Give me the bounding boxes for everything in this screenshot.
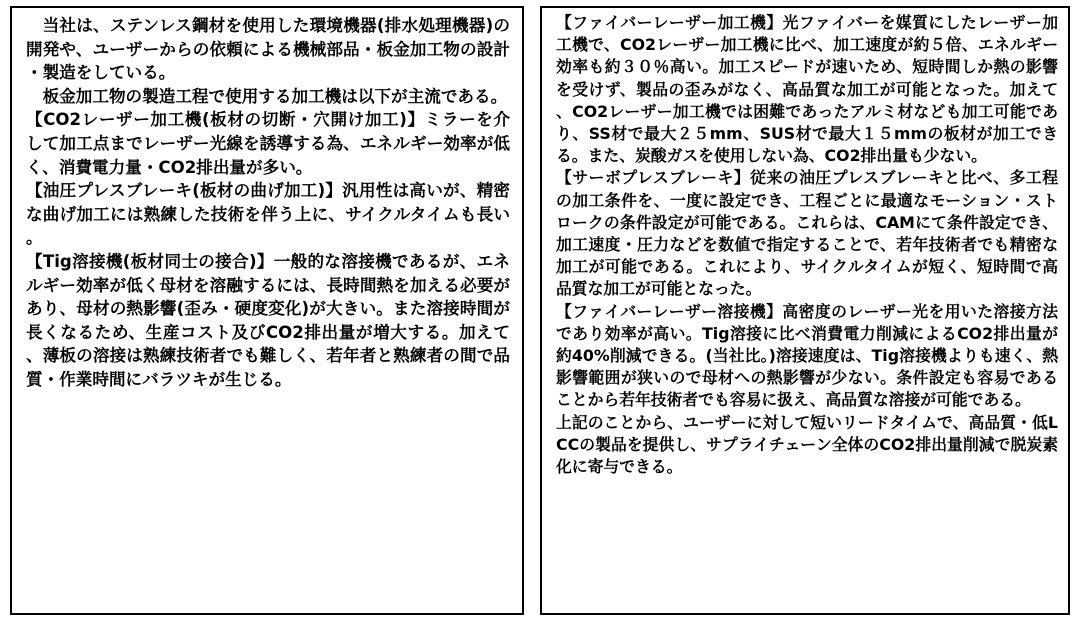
tig-welder-paragraph: 【Tig溶接機(板材同士の接合)】一般的な溶接機であるが、エネルギー効率が低く母材を溶融するには、長時間熱を加える必要があり、母材の熱影響(歪み・硬度変化)が大きい。また溶接時間が長くなるため、生産コスト及びCO2排出量が増大する。加えて、薄板の溶接は熟練技術者でも難しく、若年者と熟練者の間で品質・作業時間にバラツキが生じる。	[26, 251, 510, 389]
right-text-panel	[540, 6, 1070, 615]
co2-laser-paragraph: 【CO2レーザー加工機(板材の切断・穴開け加工)】ミラーを介して加工点までレーザー光線を誘導する為、エネルギー効率が低く、消費電力量・CO2排出量が多い。	[26, 110, 510, 177]
conclusion-paragraph: 上記のことから、ユーザーに対して短いリードタイムで、高品質・低LCCの製品を提供し、サプライチェーン全体のCO2排出量削減で脱炭素化に寄与できる。	[556, 412, 1058, 477]
processing-machines-intro-paragraph: 板金加工物の製造工程で使用する加工機は以下が主流である。	[42, 86, 508, 106]
fiber-laser-welder-paragraph: 【ファイバーレーザー溶接機】高密度のレーザー光を用いた溶接方法であり効率が高い。Tig溶接に比べ消費電力削減によるCO2排出量が約40%削減できる。(当社比。)溶接速度は、Tig溶接機よりも速く、熱影響範囲が狭いので母材への熱影響が少ない。条件設定も容易であることから若年技術者でも容易に扱え、高品質な溶接が可能である。	[556, 301, 1058, 410]
left-text-panel	[10, 6, 524, 615]
servo-press-brake-paragraph: 【サーボプレスブレーキ】従来の油圧プレスブレーキと比べ、多工程の加工条件を、一度に設定でき、工程ごとに最適なモーション・ストロークの条件設定が可能である。これらは、CAMにて条件設定でき、加工速度・圧力などを数値で指定することで、若年技術者でも精密な加工が可能である。これにより、サイクルタイムが短く、短時間で高品質な加工が可能となった。	[556, 168, 1058, 299]
hydraulic-press-brake-paragraph: 【油圧プレスブレーキ(板材の曲げ加工)】汎用性は高いが、精密な曲げ加工には熟練した技術を伴う上に、サイクルタイムも長い。	[26, 181, 510, 248]
fiber-laser-cutter-paragraph: 【ファイバーレーザー加工機】光ファイバーを媒質にしたレーザー加工機で、CO2レーザー加工機に比べ、加工速度が約５倍、エネルギー効率も約３０％高い。加工スピードが速いため、短時間しか熱の影響を受けず、製品の歪みがなく、高品質な加工が可能となった。加えて、CO2レーザー加工機では困難であったアルミ材なども加工可能であり、SS材で最大２５mm、SUS材で最大１５mmの板材が加工できる。また、炭酸ガスを使用しない為、CO2排出量も少ない。	[556, 13, 1058, 166]
company-intro-paragraph: 当社は、ステンレス鋼材を使用した環境機器(排水処理機器)の開発や、ユーザーからの依頼による機械部品・板金加工物の設計・製造をしている。	[26, 16, 510, 83]
